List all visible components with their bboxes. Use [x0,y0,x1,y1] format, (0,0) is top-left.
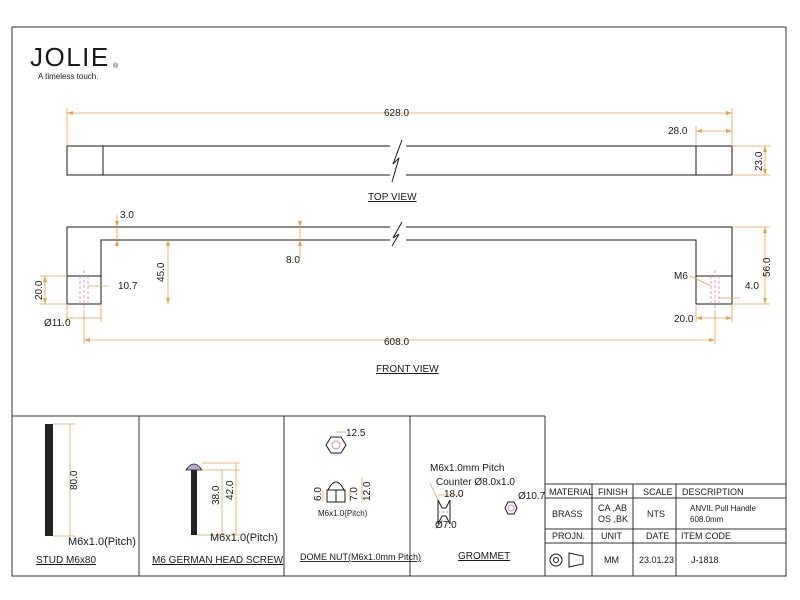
screw-shank [191,470,197,535]
grommet-outer-dia: Ø10.7 [518,491,546,502]
tb-header-unit: UNIT [601,531,622,541]
tb-header-date: DATE [646,531,670,541]
dim-end-length: 28.0 [668,126,688,137]
screw-title: M6 GERMAN HEAD SCREW [152,555,284,566]
front-view [34,210,773,375]
tb-header-scale: SCALE [643,487,673,497]
tb-unit: MM [604,555,619,565]
nut-dim-a: 6.0 [313,487,324,501]
tb-description-1: ANVIL Pull Handle [690,504,756,513]
tb-header-projection: PROJN. [552,531,586,541]
dim-leg-height: 45.0 [156,262,167,282]
nut-dim-c: 12.0 [362,481,373,501]
dim-thickness: 3.0 [120,210,134,221]
stud-thread: M6x1.0(Pitch) [68,536,136,548]
grommet-thread: M6x1.0mm Pitch [430,463,505,474]
tb-description-2: 608.0mm [690,515,724,524]
grommet-detail [430,463,546,562]
screw-length-b: 42.0 [225,480,236,500]
screw-length-a: 38.0 [211,485,222,505]
dim-thread: M6 [674,271,688,282]
tb-finish-2: OS ,BK [598,514,629,524]
stud-length: 80.0 [69,470,80,490]
tb-item-code: J-1818 [691,555,719,565]
grommet-counter: Counter Ø8.0x1.0 [436,477,515,488]
tb-scale: NTS [647,509,665,519]
nut-hex-top [326,437,346,453]
grommet-small-dia: Ø7.0 [435,520,457,531]
nut-dim-b: 7.0 [349,487,360,501]
grommet-title: GROMMET [458,551,511,562]
nut-dome [328,482,344,490]
tb-header-description: DESCRIPTION [682,487,744,497]
screw-detail [152,463,284,566]
tb-header-finish: FINISH [598,487,628,497]
tb-material: BRASS [552,509,583,519]
dim-boss-height: 20.0 [34,280,45,300]
brand-logo: JOLIE [30,42,110,72]
dim-boss-dia: Ø11.0 [44,318,71,329]
registered-mark: ® [113,63,119,70]
nut-across-flats: 12.5 [346,428,366,439]
tb-finish-1: CA ,AB [598,503,628,513]
nut-thread: M6x1.0(Pitch) [318,509,368,518]
dim-overall-length: 628.0 [384,108,410,119]
front-view-title: FRONT VIEW [376,364,439,375]
tb-header-material: MATERIAL [549,487,594,497]
grommet-length: 18.0 [444,489,464,500]
dim-foot-width: 20.0 [674,314,694,325]
tb-date: 23.01.23 [639,555,675,565]
grommet-end [505,502,517,514]
dim-thread-offset: 4.0 [745,281,759,292]
stud-title: STUD M6x80 [36,555,97,566]
dim-center-distance: 608.0 [384,337,410,348]
stud-body [45,424,53,536]
top-view [67,108,770,203]
front-break-gap [390,222,406,246]
dim-width: 23.0 [754,151,765,171]
top-view-title: TOP VIEW [368,192,417,203]
screw-thread: M6x1.0(Pitch) [210,532,278,544]
tb-header-item-code: ITEM CODE [681,531,732,541]
dim-bar-thickness: 8.0 [286,255,300,266]
screw-head [186,464,202,470]
dome-nut-title: DOME NUT(M6x1.0mm Pitch) [300,552,422,562]
dim-total-height: 56.0 [762,257,773,277]
hidden-holes [80,270,719,310]
dim-hole-depth: 10.7 [118,281,138,292]
projection-symbol-icon [550,553,583,567]
stud-detail [36,424,136,566]
brand-tagline: A timeless touch. [38,72,99,81]
title-block [545,484,786,576]
dome-nut-detail [300,428,421,562]
nut-hole [332,441,340,449]
